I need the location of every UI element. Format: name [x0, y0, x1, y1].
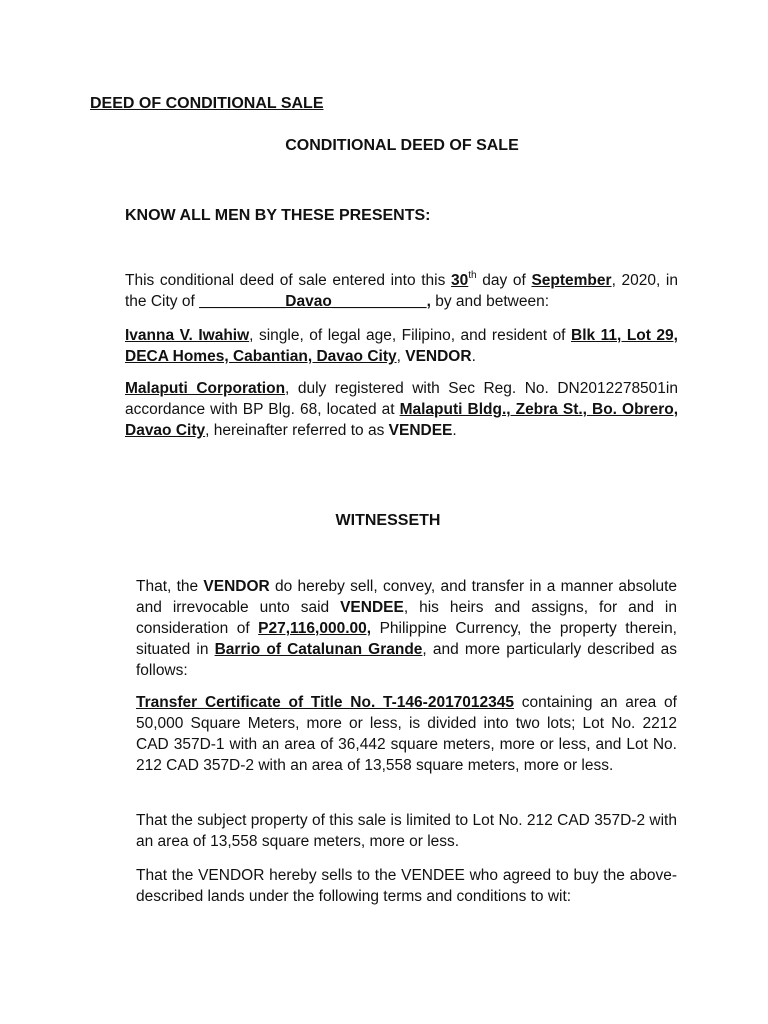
sale-clause-text: That, the [136, 578, 204, 595]
title-clause-paragraph [136, 692, 677, 776]
intro-text: , 2020, in the City of [125, 272, 678, 310]
intro-month: September [531, 272, 612, 289]
sale-clause-text: , and more particularly described as follows: [136, 641, 677, 679]
vendee-text: . [452, 422, 457, 439]
vendor-role: VENDOR [405, 348, 472, 365]
document-subtitle: CONDITIONAL DEED OF SALE [285, 137, 519, 154]
vendor-name: Ivanna V. Iwahiw [125, 327, 250, 344]
sale-clause-location: Barrio of Catalunan Grande [214, 641, 423, 658]
sale-clause-text: do hereby sell, convey, and transfer in a manner absolute and irrevocable unto said [136, 578, 678, 616]
terms-clause-paragraph: That the VENDOR hereby sells to the VENDEE who agreed to buy the above-described lands under the following terms and conditions to wit: [136, 867, 677, 905]
intro-text: by and between: [430, 293, 550, 310]
opening-line: KNOW ALL MEN BY THESE PRESENTS: [125, 207, 431, 224]
vendor-text: . [471, 348, 476, 365]
intro-day-suffix: th [468, 270, 477, 281]
title-clause-tct: Transfer Certificate of Title No. T-146-2017012345 [136, 694, 515, 711]
vendor-paragraph [125, 325, 678, 367]
sale-clause-paragraph [136, 576, 677, 681]
sale-clause-text: , his heirs and assigns, for and in consideration of [136, 599, 677, 637]
sale-clause-vendor: VENDOR [203, 578, 270, 595]
vendor-text: , single, of legal age, Filipino, and resident of [249, 327, 571, 344]
vendee-name: Malaputi Corporation [125, 380, 286, 397]
vendor-address: Blk 11, Lot 29, DECA Homes, Cabantian, Davao City [125, 327, 678, 365]
sale-clause-vendee: VENDEE [340, 599, 404, 616]
vendor-text: , [396, 348, 406, 365]
vendee-paragraph [125, 378, 678, 441]
intro-city: __________Davao___________, [199, 293, 431, 310]
intro-text: day of [476, 272, 532, 289]
limit-clause-paragraph: That the subject property of this sale is limited to Lot No. 212 CAD 357D-2 with an area of 13,558 square meters, more or less. [136, 812, 677, 850]
intro-day: 30 [451, 272, 469, 289]
intro-text: This conditional deed of sale entered into this [125, 272, 452, 289]
sale-clause-text: Philippine Currency, the property therein, situated in [136, 620, 677, 658]
witnesseth-heading: WITNESSETH [335, 512, 441, 529]
vendee-address: Malaputi Bldg., Zebra St., Bo. Obrero, Davao City [125, 401, 679, 439]
vendee-role: VENDEE [388, 422, 453, 439]
document-title: DEED OF CONDITIONAL SALE [90, 95, 324, 112]
title-clause-text: containing an area of 50,000 Square Meters, more or less, is divided into two lots; Lot No. 2212 CAD 357D-1 with an area of 36,442 square meters, more or less, and Lot No. 212 CAD 357D-2 with an area of 13,558 square meters, more or less. [136, 694, 677, 774]
vendee-text: , duly registered with Sec Reg. No. DN2012278501in accordance with BP Blg. 68, located at [125, 380, 678, 418]
vendee-text: , hereinafter referred to as [205, 422, 389, 439]
sale-clause-amount: P27,116,000.00, [258, 620, 372, 637]
intro-paragraph [125, 270, 678, 312]
